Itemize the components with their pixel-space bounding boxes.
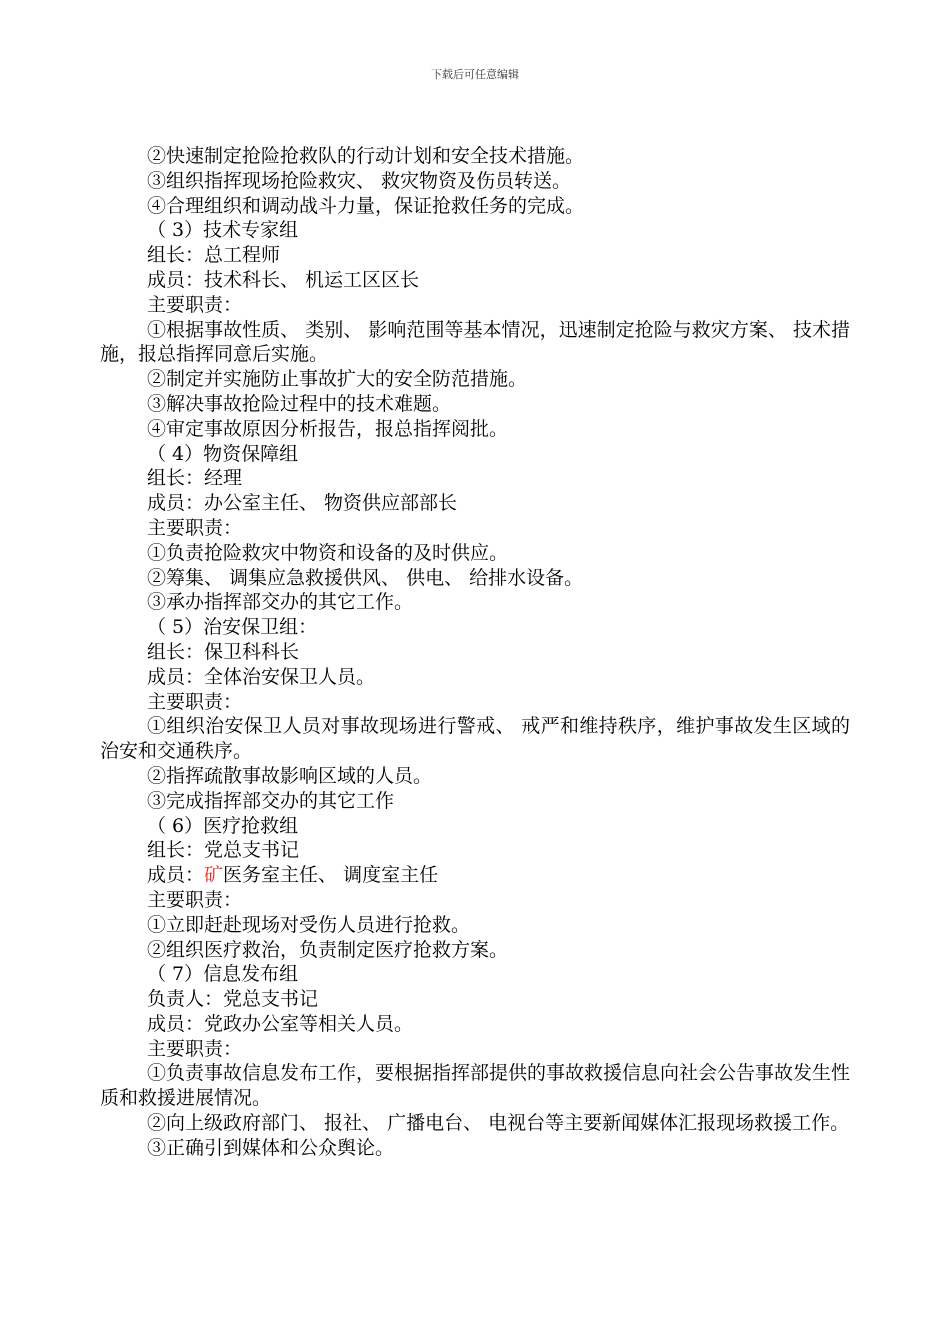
paragraph: ②筹集、 调集应急救援供风、 供电、 给排水设备。 bbox=[147, 566, 584, 589]
paragraph: ③正确引到媒体和公众舆论。 bbox=[147, 1136, 395, 1159]
paragraph: 主要职责： bbox=[147, 1037, 243, 1060]
paragraph: 成员：办公室主任、 物资供应部部长 bbox=[147, 492, 458, 515]
paragraph: 组长：总工程师 bbox=[147, 244, 281, 267]
paragraph: ②向上级政府部门、 报社、 广播电台、 电视台等主要新闻媒体汇报现场救援工作。 bbox=[147, 1112, 850, 1135]
highlighted-character: 矿 bbox=[204, 864, 224, 887]
paragraph: ③完成指挥部交办的其它工作 bbox=[147, 789, 395, 812]
paragraph: 负责人：党总支书记 bbox=[147, 988, 319, 1011]
section-heading: （ 6）医疗抢救组 bbox=[147, 814, 299, 837]
paragraph: 主要职责： bbox=[147, 516, 243, 539]
paragraph: ①根据事故性质、 类别、 影响范围等基本情况，迅速制定抢险与救灾方案、 技术措施，报总指挥同意后实施。 bbox=[100, 318, 850, 366]
paragraph: 主要职责： bbox=[147, 888, 243, 911]
paragraph: 成员：技术科长、 机运工区区长 bbox=[147, 268, 420, 291]
section-heading: （ 3）技术专家组 bbox=[147, 219, 299, 242]
paragraph: ③承办指挥部交办的其它工作。 bbox=[147, 591, 414, 614]
paragraph: 主要职责： bbox=[147, 690, 243, 713]
paragraph: 主要职责： bbox=[147, 293, 243, 316]
paragraph: ②指挥疏散事故影响区域的人员。 bbox=[147, 764, 433, 787]
section-heading: （ 4）物资保障组 bbox=[147, 442, 299, 465]
document-body bbox=[100, 144, 850, 1161]
paragraph: 成员：党政办公室等相关人员。 bbox=[147, 1012, 414, 1035]
paragraph: 成员：全体治安保卫人员。 bbox=[147, 665, 376, 688]
paragraph: ①组织治安保卫人员对事故现场进行警戒、 戒严和维持秩序，维护事故发生区域的治安和交通秩序。 bbox=[100, 715, 850, 763]
page-header-note: 下载后可任意编辑 bbox=[431, 68, 519, 81]
paragraph: 组长：经理 bbox=[147, 467, 243, 490]
section-heading: （ 5）治安保卫组： bbox=[147, 616, 318, 639]
paragraph: 组长：党总支书记 bbox=[147, 839, 300, 862]
members-prefix: 成员： bbox=[147, 864, 205, 887]
medical-members-line bbox=[100, 863, 850, 888]
paragraph: ③解决事故抢险过程中的技术难题。 bbox=[147, 392, 452, 415]
members-rest: 医务室主任、 调度室主任 bbox=[223, 864, 439, 887]
paragraph: 组长：保卫科科长 bbox=[147, 640, 300, 663]
paragraph: ②组织医疗救治，负责制定医疗抢救方案。 bbox=[147, 938, 509, 961]
paragraph: ③组织指挥现场抢险救灾、 救灾物资及伤员转送。 bbox=[147, 169, 572, 192]
paragraph: ①负责抢险救灾中物资和设备的及时供应。 bbox=[147, 541, 509, 564]
paragraph: ①负责事故信息发布工作，要根据指挥部提供的事故救援信息向社会公告事故发生性质和救援进展情况。 bbox=[100, 1062, 851, 1110]
paragraph: ②制定并实施防止事故扩大的安全防范措施。 bbox=[147, 368, 528, 391]
paragraph: ①立即赶赴现场对受伤人员进行抢救。 bbox=[147, 913, 471, 936]
paragraph: ②快速制定抢险抢救队的行动计划和安全技术措施。 bbox=[147, 145, 585, 167]
paragraph: ④合理组织和调动战斗力量，保证抢救任务的完成。 bbox=[147, 194, 585, 217]
section-heading: （ 7）信息发布组 bbox=[147, 963, 299, 986]
paragraph: ④审定事故原因分析报告，报总指挥阅批。 bbox=[147, 417, 509, 440]
